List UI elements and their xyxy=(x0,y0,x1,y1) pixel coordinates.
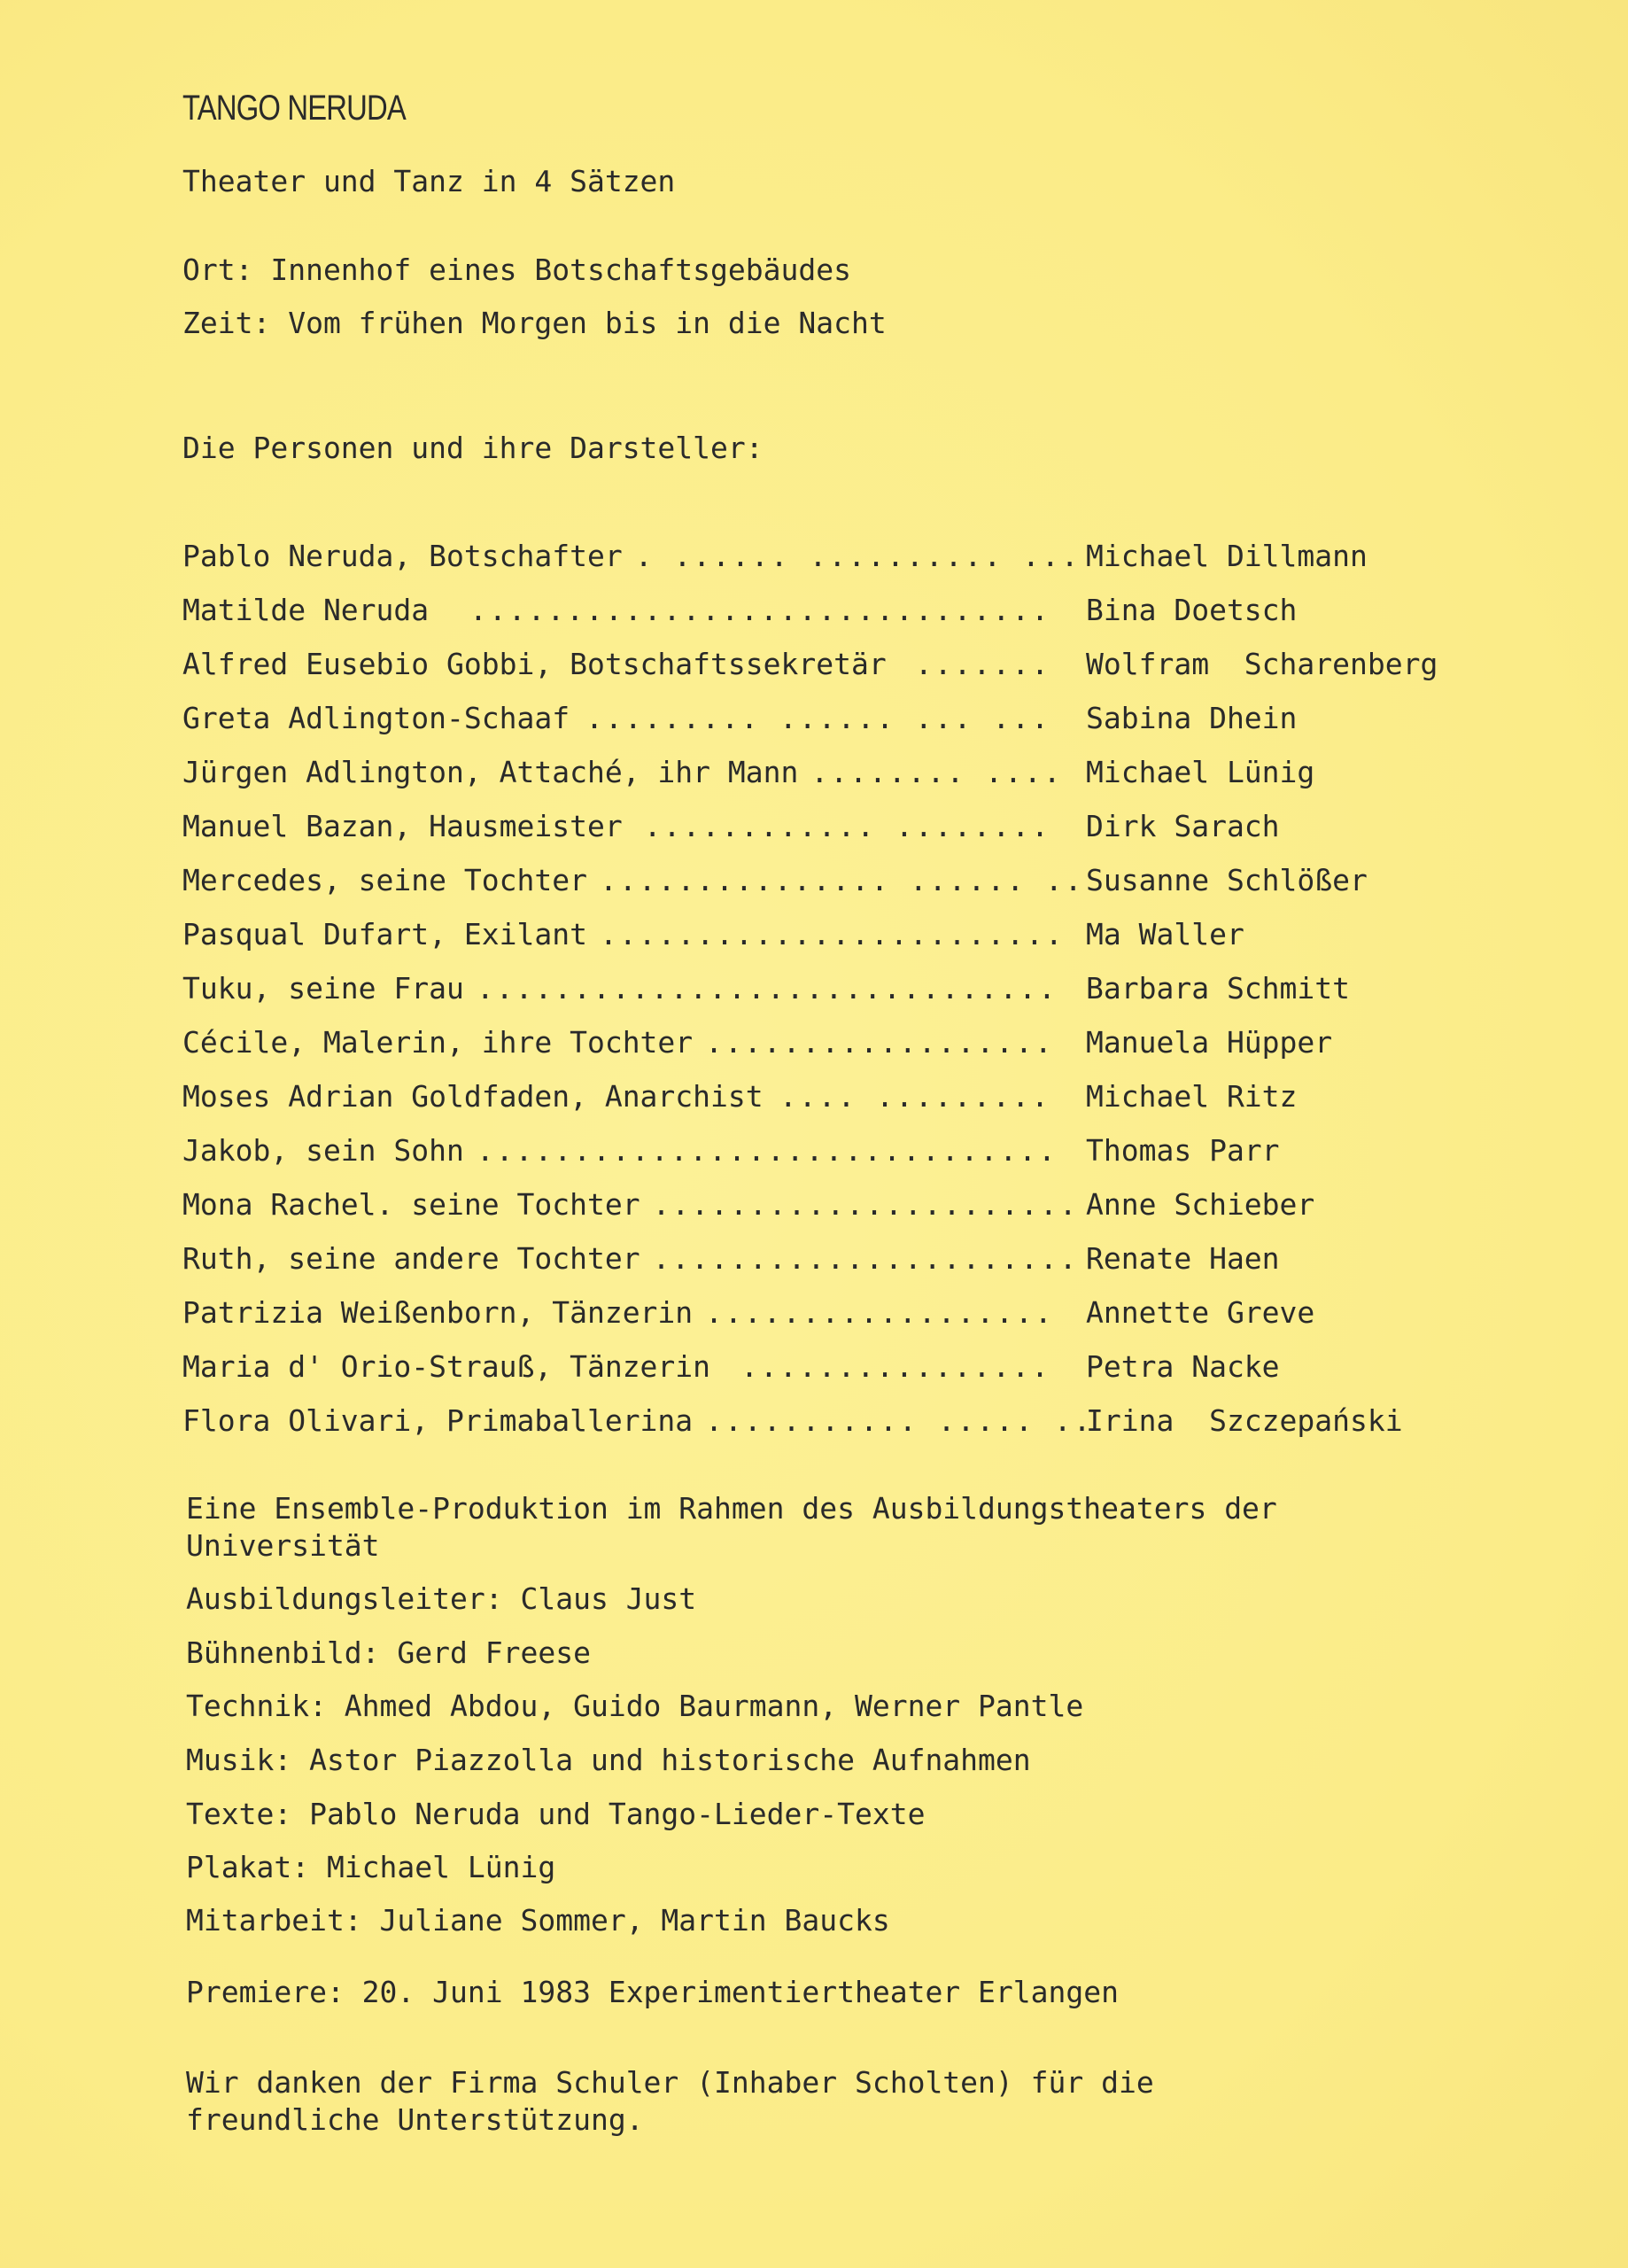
credit-line: Musik: Astor Piazzolla und historische Aufnahmen xyxy=(186,1743,1031,1777)
cast-leader-dots: ................ xyxy=(740,1349,1050,1384)
cast-role: Mona Rachel. seine Tochter xyxy=(182,1187,640,1222)
cast-leader-dots: ...................... xyxy=(652,1187,1079,1222)
cast-heading: Die Personen und ihre Darsteller: xyxy=(182,431,764,465)
cast-role: Maria d' Orio-Strauß, Tänzerin xyxy=(182,1349,711,1384)
cast-actor: Barbara Schmitt xyxy=(1086,971,1351,1006)
cast-row xyxy=(182,1349,1458,1385)
cast-role: Moses Adrian Goldfaden, Anarchist xyxy=(182,1079,764,1114)
credit-line: Eine Ensemble-Produktion im Rahmen des Ausbildungstheaters der Universität xyxy=(186,1491,1277,1563)
cast-role: Pablo Neruda, Botschafter xyxy=(182,539,623,573)
cast-role: Mercedes, seine Tochter xyxy=(182,863,587,897)
cast-actor: Sabina Dhein xyxy=(1086,701,1298,735)
cast-row xyxy=(182,863,1458,898)
cast-actor: Bina Doetsch xyxy=(1086,593,1298,627)
cast-role: Cécile, Malerin, ihre Tochter xyxy=(182,1025,694,1060)
credit-line: Ausbildungsleiter: Claus Just xyxy=(186,1581,697,1616)
cast-row xyxy=(182,971,1458,1006)
cast-role: Alfred Eusebio Gobbi, Botschaftssekretär xyxy=(182,647,887,681)
cast-row xyxy=(182,1079,1458,1115)
cast-actor: Wolfram Scharenberg xyxy=(1086,647,1438,681)
cast-actor: Dirk Sarach xyxy=(1086,809,1280,843)
cast-row xyxy=(182,1187,1458,1223)
place-line: Ort: Innenhof eines Botschaftsgebäudes xyxy=(182,252,851,287)
thanks-line: Wir danken der Firma Schuler (Inhaber Scholten) für die freundliche Unterstützung. xyxy=(186,2065,1154,2137)
credit-line: Plakat: Michael Lünig xyxy=(186,1850,556,1884)
cast-actor: Ma Waller xyxy=(1086,917,1244,951)
cast-role: Jakob, sein Sohn xyxy=(182,1133,464,1168)
cast-actor: Thomas Parr xyxy=(1086,1133,1280,1168)
credit-line: Bühnenbild: Gerd Freese xyxy=(186,1635,591,1670)
credit-line: Texte: Pablo Neruda und Tango-Lieder-Texte xyxy=(186,1797,926,1831)
cast-role: Tuku, seine Frau xyxy=(182,971,464,1006)
cast-actor: Irina Szczepański xyxy=(1086,1403,1403,1438)
cast-row xyxy=(182,809,1458,844)
page-title: TANGO NERUDA xyxy=(182,89,406,128)
cast-row xyxy=(182,1133,1458,1169)
cast-leader-dots: ............... ...... .. xyxy=(599,863,1084,897)
cast-leader-dots: .................. xyxy=(705,1295,1054,1330)
cast-actor: Manuela Hüpper xyxy=(1086,1025,1333,1060)
cast-leader-dots: ........... ..... .. xyxy=(705,1403,1093,1438)
credit-line: Technik: Ahmed Abdou, Guido Baurmann, Werner Pantle xyxy=(186,1689,1084,1723)
cast-actor: Michael Lünig xyxy=(1086,755,1315,789)
cast-row xyxy=(182,1025,1458,1060)
cast-row xyxy=(182,1295,1458,1331)
premiere-line: Premiere: 20. Juni 1983 Experimentiertheater Erlangen xyxy=(186,1975,1119,2009)
cast-actor: Susanne Schlößer xyxy=(1086,863,1368,897)
cast-leader-dots: ......... ...... ... ... xyxy=(585,701,1050,735)
cast-role: Pasqual Dufart, Exilant xyxy=(182,917,587,951)
cast-leader-dots: ....... xyxy=(914,647,1050,681)
cast-role: Greta Adlington-Schaaf xyxy=(182,701,570,735)
cast-leader-dots: .............................. xyxy=(476,971,1058,1006)
cast-row xyxy=(182,539,1458,574)
cast-leader-dots: .................. xyxy=(705,1025,1054,1060)
time-line: Zeit: Vom frühen Morgen bis in die Nacht xyxy=(182,306,887,340)
cast-role: Flora Olivari, Primaballerina xyxy=(182,1403,694,1438)
cast-role: Patrizia Weißenborn, Tänzerin xyxy=(182,1295,694,1330)
credit-line: Mitarbeit: Juliane Sommer, Martin Baucks xyxy=(186,1903,890,1938)
cast-leader-dots: ........ .... xyxy=(810,755,1063,789)
cast-actor: Michael Ritz xyxy=(1086,1079,1298,1114)
cast-actor: Michael Dillmann xyxy=(1086,539,1368,573)
cast-row xyxy=(182,1241,1458,1277)
cast-leader-dots: .............................. xyxy=(469,593,1050,627)
cast-row xyxy=(182,647,1458,682)
cast-leader-dots: ........................ xyxy=(599,917,1065,951)
cast-role: Matilde Neruda xyxy=(182,593,430,627)
cast-role: Ruth, seine andere Tochter xyxy=(182,1241,640,1276)
cast-row xyxy=(182,755,1458,790)
subtitle: Theater und Tanz in 4 Sätzen xyxy=(182,164,676,198)
cast-actor: Anne Schieber xyxy=(1086,1187,1315,1222)
cast-actor: Renate Haen xyxy=(1086,1241,1280,1276)
cast-row xyxy=(182,593,1458,628)
cast-leader-dots: .... ......... xyxy=(779,1079,1050,1114)
cast-row xyxy=(182,701,1458,736)
cast-role: Manuel Bazan, Hausmeister xyxy=(182,809,623,843)
cast-row xyxy=(182,917,1458,952)
cast-leader-dots: .............................. xyxy=(476,1133,1058,1168)
cast-leader-dots: ...................... xyxy=(652,1241,1079,1276)
cast-leader-dots: . ...... .......... ... xyxy=(634,539,1081,573)
cast-actor: Annette Greve xyxy=(1086,1295,1315,1330)
cast-row xyxy=(182,1403,1458,1439)
cast-leader-dots: ............ ........ xyxy=(643,809,1050,843)
cast-actor: Petra Nacke xyxy=(1086,1349,1280,1384)
cast-role: Jürgen Adlington, Attaché, ihr Mann xyxy=(182,755,799,789)
